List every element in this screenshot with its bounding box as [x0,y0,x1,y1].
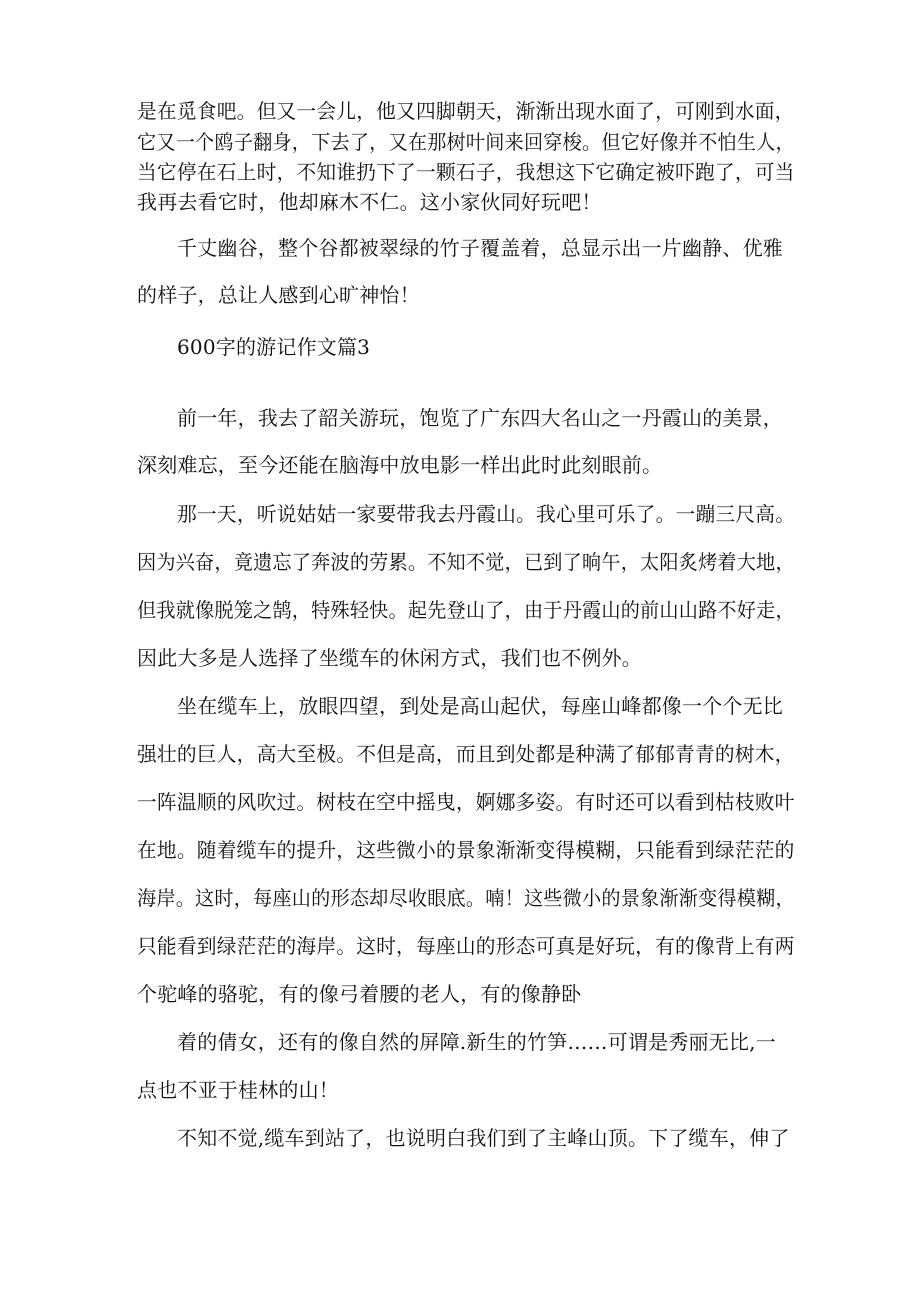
text-line: 但我就像脱笼之鹄，特殊轻快。起先登山了，由于丹霞山的前山山路不好走， [137,598,795,622]
text-line: 那一天，听说姑姑一家要带我去丹霞山。我心里可乐了。一蹦三尺高。 [177,502,796,526]
text-line: 它又一个鸥子翻身，下去了，又在那树叶间来回穿梭。但它好像并不怕生人， [137,130,795,154]
text-line: 在地。随着缆车的提升，这些微小的景象渐渐变得模糊，只能看到绿茫茫的 [137,838,795,862]
text-line: 前一年，我去了韶关游玩，饱览了广东四大名山之一丹霞山的美景， [177,406,783,430]
text-line: 一阵温顺的风吹过。树枝在空中摇曳，婀娜多姿。有时还可以看到枯枝败叶 [137,790,795,814]
text-line: 坐在缆车上，放眼四望，到处是高山起伏，每座山峰都像一个个无比 [177,694,783,718]
text-line: 千丈幽谷，整个谷都被翠绿的竹子覆盖着，总显示出一片幽静、优雅 [177,236,783,260]
text-line: 的样子，总让人感到心旷神怡！ [137,283,420,307]
text-line: 不知不觉,缆车到站了，也说明白我们到了主峰山顶。下了缆车，伸了 [177,1126,790,1150]
text-line: 因为兴奋，竟遗忘了奔波的劳累。不知不觉，已到了晌午，太阳炙烤着大地， [137,550,795,574]
section-heading: 600字的游记作文篇3 [177,335,371,359]
text-line: 是在觅食吧。但又一会儿，他又四脚朝天，渐渐出现水面了，可刚到水面， [137,99,795,123]
text-line: 我再去看它时，他却麻木不仁。这小家伙同好玩吧！ [137,190,602,214]
text-line: 着的倩女，还有的像自然的屏障.新生的竹笋……可谓是秀丽无比,一 [177,1030,776,1054]
text-line: 强壮的巨人，高大至极。不但是高，而且到处都是种满了郁郁青青的树木， [137,742,795,766]
text-line: 海岸。这时，每座山的形态却尽收眼底。喃！这些微小的景象渐渐变得模糊， [137,886,795,910]
text-line: 当它停在石上时，不知谁扔下了一颗石子，我想这下它确定被吓跑了，可当 [137,160,795,184]
text-line: 因此大多是人选择了坐缆车的休闲方式，我们也不例外。 [137,646,642,670]
text-line: 深刻难忘，至今还能在脑海中放电影一样出此时此刻眼前。 [137,453,663,477]
text-line: 只能看到绿茫茫的海岸。这时，每座山的形态可真是好玩，有的像背上有两 [137,934,795,958]
text-line: 点也不亚于桂林的山！ [137,1078,339,1102]
text-line: 个驼峰的骆驼，有的像弓着腰的老人，有的像静卧 [137,982,582,1006]
